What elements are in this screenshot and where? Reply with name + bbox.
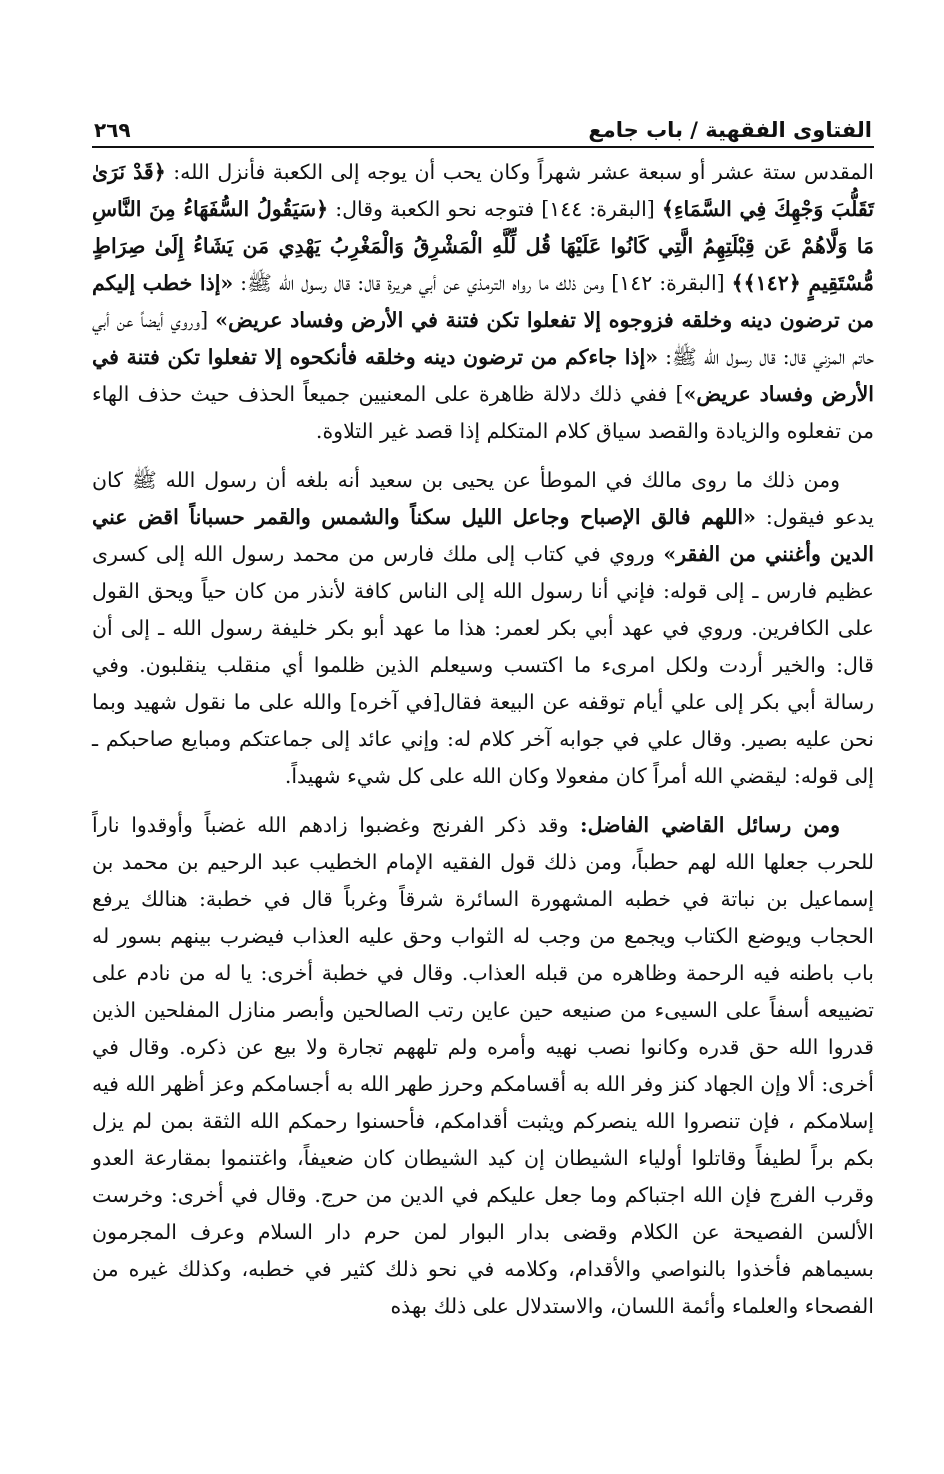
paragraph-2 bbox=[92, 462, 874, 795]
running-header bbox=[92, 108, 874, 148]
text-run: وقد ذكر الفرنج وغضبوا زادهم الله غضباً وأوقدوا ناراً للحرب جعلها الله لهم حطباً، ومن ذلك قول الفقيه الإمام الخطيب عبد الرحيم بن محمد بن إسماعيل بن نباتة في خطبه المشهورة السائرة شرقاً وغرباً قال في خطبة: هنالك يرفع الحجاب ويوضع الكتاب ويجمع من وجب له الثواب وحق عليه العذاب فيضرب بينهم بسور له باب باطنه فيه الرحمة وظاهره من قبله العذاب. وقال في خطبة أخرى: يا له من نادم على تضييعه أسفاً على السيىء من صنيعه حين عاين رتب الصالحين وأبصر منازل المفلحين الذين قدروا الله حق قدره وكانوا نصب نهيه وأمره ولم تلههم تجارة ولا بيع عن ذكره. وقال في أخرى: ألا وإن الجهاد كنز وفر الله به أقسامكم وحرز طهر الله به أجسامكم وعز أظهر الله فيه إسلامكم ، فإن تنصروا الله ينصركم ويثبت أقدامكم، فأحسنوا رحمكم الله الثقة بمن لم يزل بكم براً لطيفاً وقاتلوا أولياء الشيطان إن كيد الشيطان كان ضعيفاً، واغتنموا بمقارعة العدو وقرب الفرج فإن الله اجتباكم وما جعل عليكم في الدين من حرج. وقال في أخرى: وخرست الألسن الفصيحة عن الكلام وقضى بدار البوار لمن حرم دار السلام وعرف المجرمون بسيماهم فأخذوا بالنواصي والأقدام، وكلامه في نحو ذلك كثير في خطبه، وكذلك غيره من الفصحاء والعلماء وأئمة اللسان، والاستدلال على ذلك بهذه bbox=[92, 813, 874, 1318]
quran-verse: ﴿قَدْ نَرَىٰ تَقَلُّبَ وَجْهِكَ فِي السَّمَاءِ﴾ bbox=[92, 160, 874, 221]
section-lead: ومن رسائل القاضي الفاضل: bbox=[580, 813, 840, 837]
quran-verse: ﴿سَيَقُولُ السُّفَهَاءُ مِنَ النَّاسِ مَا وَلَّاهُمْ عَن قِبْلَتِهِمُ الَّتِي كَانُوا عَلَيْهَا قُل لِّلَّهِ الْمَشْرِقُ وَالْمَغْرِبُ يَهْدِي مَن يَشَاءُ إِلَىٰ صِرَاطٍ مُّسْتَقِيمٍ ﴿١٤٢﴾﴾ bbox=[92, 197, 874, 295]
text-run: ومن ذلك ما روى مالك في الموطأ عن يحيى بن سعيد أنه بلغه أن رسول الله ﷺ كان يدعو فيقول: bbox=[92, 468, 874, 529]
text-run: [وروي أيضاً عن أبي حاتم المزني قال: قال رسول الله ﷺ: bbox=[92, 308, 874, 369]
body-text bbox=[92, 154, 874, 1325]
page-number: ٢٦٩ bbox=[94, 118, 131, 142]
header-title: الفتاوى الفقهية / باب جامع bbox=[588, 118, 872, 142]
text-run: [البقرة: ١٤٢] ومن ذلك ما رواه الترمذي عن أبي هريرة قال: قال رسول الله ﷺ: bbox=[233, 271, 732, 295]
text-run: [البقرة: ١٤٤] فتوجه نحو الكعبة وقال: bbox=[328, 197, 662, 221]
hadith-quote: «اللهم فالق الإصباح وجاعل الليل سكناً والشمس والقمر حسباناً اقض عني الدين وأغنني من الفقر» bbox=[92, 505, 874, 566]
paragraph-1 bbox=[92, 154, 874, 450]
document-page bbox=[92, 108, 874, 1325]
paragraph-3 bbox=[92, 807, 874, 1325]
text-run: ] ففي ذلك دلالة ظاهرة على المعنيين جميعاً الحذف حيث حذف الهاء من تفعلوه والزيادة والقصد سياق كلام المتكلم إذا قصد غير التلاوة. bbox=[92, 382, 874, 443]
text-run: وروي في كتاب إلى ملك فارس من محمد رسول الله إلى كسرى عظيم فارس ـ إلى قوله: فإني أنا رسول الله إلى الناس كافة لأنذر من كان حياً ويحق القول على الكافرين. وروي في عهد أبي بكر لعمر: هذا ما عهد أبو بكر خليفة رسول الله ـ إلى أن قال: والخير أردت ولكل امرىء ما اكتسب وسيعلم الذين ظلموا أي منقلب ينقلبون. وفي رسالة أبي بكر إلى علي أيام توقفه عن البيعة فقال[في آخره] والله على ما نقول شهيد وبما نحن عليه بصير. وقال علي في جوابه آخر كلام له: وإني عائد إلى جماعتكم ومبايع صاحبكم ـ إلى قوله: ليقضي الله أمراً كان مفعولا وكان الله على كل شيء شهيداً. bbox=[92, 542, 874, 788]
hadith-quote: «إذا جاءكم من ترضون دينه وخلقه فأنكحوه إلا تفعلوا تكن فتنة في الأرض وفساد عريض» bbox=[92, 345, 875, 406]
text-run: المقدس ستة عشر أو سبعة عشر شهراً وكان يحب أن يوجه إلى الكعبة فأنزل الله: bbox=[165, 160, 874, 184]
hadith-quote: «إذا خطب إليكم من ترضون دينه وخلقه فزوجوه إلا تفعلوا تكن فتنة في الأرض وفساد عريض» bbox=[92, 271, 874, 332]
